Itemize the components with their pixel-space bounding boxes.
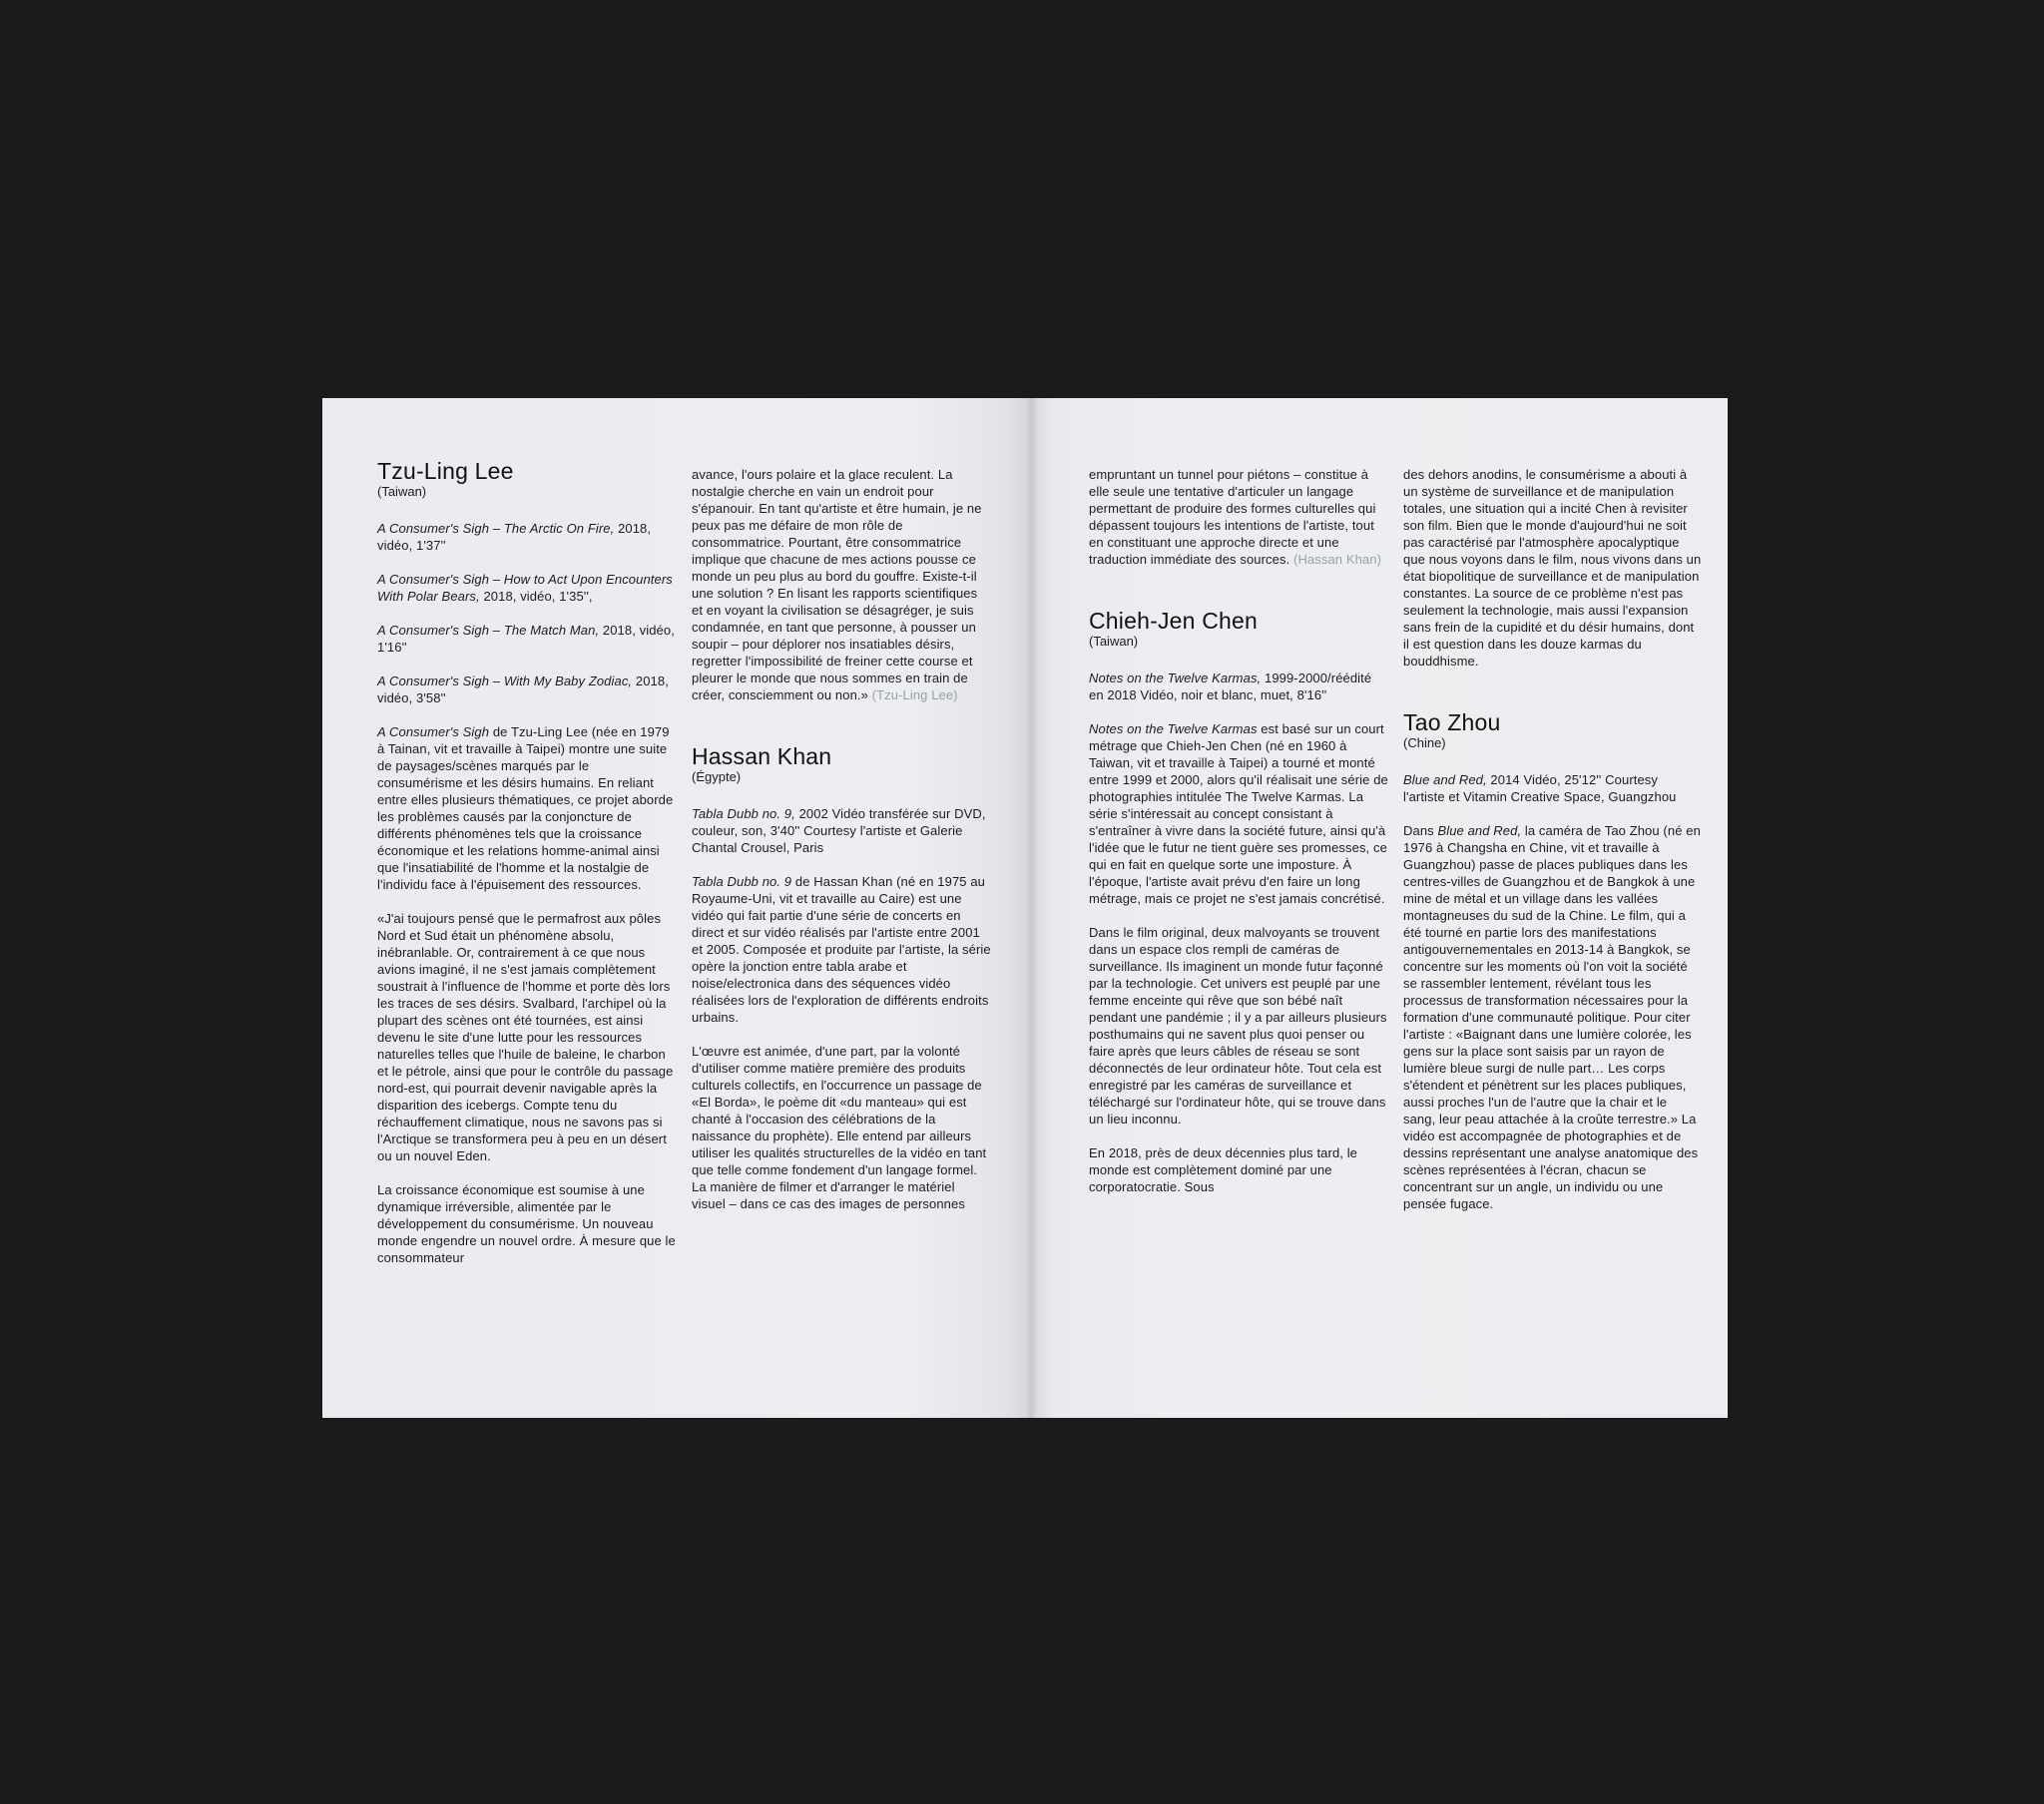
artist-tao-zhou <box>1403 709 1703 1212</box>
work-entry: A Consumer's Sigh – The Arctic On Fire, 2018, vidéo, 1'37'' <box>377 521 652 553</box>
column-2 <box>692 466 991 1229</box>
work-entry: A Consumer's Sigh – How to Act Upon Encounters With Polar Bears, 2018, vidéo, 1'35'', <box>377 572 673 604</box>
book-gutter <box>1026 398 1038 1418</box>
artist-tzu-ling-lee <box>377 458 677 1266</box>
quote-credit: (Tzu-Ling Lee) <box>871 687 958 702</box>
body-paragraph: Dans le film original, deux malvoyants se trouvent dans un espace clos rempli de caméras de surveillance. Ils imaginent un monde futur façonné par la technologie. Cet univers est peuplé par une femme enceinte qui rêve que son bébé naît pendant une pandémie ; il y a par ailleurs plusieurs posthumains qui ne savent plus quoi penser ou faire après que leurs câbles de réseau se sont déconnectés de leur ordinateur hôte. Tout cela est enregistré par les caméras de surveillance et téléchargé sur l'ordinateur hôte, qui se trouve dans un lieu inconnu. <box>1089 925 1387 1127</box>
column-1 <box>377 458 677 1283</box>
work-entry: Tabla Dubb no. 9, 2002 Vidéo transférée sur DVD, couleur, son, 3'40'' Courtesy l'artiste et Galerie Chantal Crousel, Paris <box>692 806 986 855</box>
booklet-spread <box>322 398 1728 1418</box>
artist-name: Hassan Khan <box>692 743 832 769</box>
body-paragraph: Notes on the Twelve Karmas est basé sur un court métrage que Chieh-Jen Chen (né en 1960 à Taiwan, vit et travaille à Taipei) a tourné et monté entre 1999 et 2000, alors qu'il réalisait une série de photographies intitulée The Twelve Karmas. La série s'intéressait au concept consistant à s'entraîner à vivre dans la société future, ainsi qu'à l'idée que le futur ne tient guère ses promesses, ce qui en fait en quelque sorte une imposture. À l'époque, l'artiste avait prévu d'en faire un long métrage, mais ce projet ne s'est jamais concrétisé. <box>1089 721 1388 906</box>
work-entry: A Consumer's Sigh – With My Baby Zodiac, 2018, vidéo, 3'58'' <box>377 674 669 705</box>
column-3 <box>1089 466 1388 1212</box>
body-paragraph: L'œuvre est animée, d'une part, par la volonté d'utiliser comme matière première des produits culturels collectifs, en l'occurrence un passage de «El Borda», le poème dit «du manteau» qui est chanté à l'occasion des célébrations de la naissance du prophète). Elle entend par ailleurs utiliser les qualités structurelles de la vidéo en tant que telle comme fondement d'un langage formel. La manière de filmer et d'arranger le matériel visuel – dans ce cas des images de personnes <box>692 1044 987 1211</box>
body-paragraph: avance, l'ours polaire et la glace reculent. La nostalgie cherche en vain un endroit pour s'épanouir. En tant qu'artiste et être humain, je ne peux pas me défaire de mon rôle de consommatrice. Pourtant, être consommatrice implique que chacune de mes actions pousse ce monde un peu plus au bord du gouffre. Existe-t-il une solution ? En lisant les rapports scientifiques et en voyant la civilisation se désagréger, je suis condamnée, en tant que personne, à pousser un soupir – pour déplorer nos insatiables désirs, regretter l'impossibilité de freiner cette course et pleurer le monde que nous sommes en train de créer, consciemment ou non.» (Tzu-Ling Lee) <box>692 467 982 702</box>
body-paragraph: Tabla Dubb no. 9 de Hassan Khan (né en 1975 au Royaume-Uni, vit et travaille au Caire) est une vidéo qui fait partie d'une série de concerts en direct et sur vidéo réalisés par l'artiste entre 2001 et 2005. Composée et produite par l'artiste, la série opère la jonction entre tabla arabe et noise/electronica dans des séquences vidéo réalisées lors de l'exploration de différents endroits urbains. <box>692 874 991 1025</box>
body-paragraph: A Consumer's Sigh de Tzu-Ling Lee (née en 1979 à Tainan, vit et travaille à Taipei) montre une suite de paysages/scènes marqués par le consumérisme et les désirs humains. En reliant entre elles plusieurs thématiques, ce projet aborde les problèmes causés par la conjoncture de différents phénomènes tels que la croissance économique et les relations homme-animal ainsi que l'insatiabilité de l'homme et la nostalgie de l'individu face à l'épuisement des ressources. <box>377 724 674 892</box>
body-paragraph: En 2018, près de deux décennies plus tard, le monde est complètement dominé par une corporatocratie. Sous <box>1089 1145 1358 1194</box>
artist-name: Tzu-Ling Lee <box>377 458 514 484</box>
body-paragraph: Dans Blue and Red, la caméra de Tao Zhou (né en 1976 à Changsha en Chine, vit et travaille à Guangzhou) passe de places publiques dans les centres-villes de Guangzhou et de Bangkok à une mine de métal et un village dans les vallées montagneuses du sud de la Chine. Le film, qui a été tourné en partie lors des manifestations antigouvernementales en 2013-14 à Bangkok, se concentre sur les moments où l'on voit la société se rassembler lentement, révélant tous les processus de transformation nécessaires pour la formation d'une communauté politique. Pour citer l'artiste : «Baignant dans une lumière colorée, les gens sur la place sont saisis par un rayon de lumière bleue surgi de nulle part… Les corps s'étendent et pénètrent sur les places publiques, aussi proches l'un de l'autre que la chair et le sang, leur peau attachée à la croûte terrestre.» La vidéo est accompagnée de photographies et de dessins représentant une analyse anatomique des scènes représentées à l'écran, chacun se concentrant sur un angle, un individu ou une pensée fugace. <box>1403 823 1701 1211</box>
quote-credit: (Hassan Khan) <box>1293 552 1382 567</box>
artist-country: (Taiwan) <box>1089 634 1139 649</box>
body-paragraph: des dehors anodins, le consumérisme a abouti à un système de surveillance et de manipulation totales, une situation qui a incité Chen à revisiter son film. Bien que le monde d'aujourd'hui ne soit pas caractérisé par l'atmosphère apocalyptique que nous voyons dans le film, nous vivons dans un état biopolitique de surveillance et de manipulation constantes. La source de ce problème n'est pas seulement la technologie, mais aussi l'expansion sans frein de la cupidité et du désir humains, dont il est question dans les douze karmas du bouddhisme. <box>1403 467 1702 669</box>
artist-country: (Égypte) <box>692 769 742 784</box>
body-paragraph: La croissance économique est soumise à une dynamique irréversible, alimentée par le développement du consumérisme. Un nouveau monde engendre un nouvel ordre. À mesure que le consommateur <box>377 1182 676 1265</box>
column-4 <box>1403 466 1703 1229</box>
work-entry: A Consumer's Sigh – The Match Man, 2018, vidéo, 1'16'' <box>377 623 675 655</box>
artist-country: (Chine) <box>1403 735 1446 750</box>
body-paragraph: empruntant un tunnel pour piétons – constitue à elle seule une tentative d'articuler un langage permettant de produire des formes culturelles qui dépassent toujours les intentions de l'artiste, tout en constituant une approche directe et une traduction immédiate des sources. (Hassan Khan) <box>1089 467 1382 567</box>
artist-hassan-khan <box>692 743 991 1212</box>
left-page <box>322 398 1032 1418</box>
artist-name: Chieh-Jen Chen <box>1089 608 1259 634</box>
work-entry: Notes on the Twelve Karmas, 1999-2000/réédité en 2018 Vidéo, noir et blanc, muet, 8'16'' <box>1089 671 1372 702</box>
artist-country: (Taiwan) <box>377 484 427 499</box>
artist-name: Tao Zhou <box>1403 709 1501 735</box>
artist-chieh-jen-chen <box>1089 608 1388 1195</box>
right-page <box>1032 398 1728 1418</box>
work-entry: Blue and Red, 2014 Vidéo, 25'12'' Courtesy l'artiste et Vitamin Creative Space, Guangzhou <box>1403 772 1677 804</box>
body-paragraph: «J'ai toujours pensé que le permafrost aux pôles Nord et Sud était un phénomène absolu, inébranlable. Or, contrairement à ce que nous avions imaginé, il ne s'est jamais complètement soustrait à l'influence de l'homme et porte dès lors les traces de ses désirs. Svalbard, l'archipel où la plupart des scènes ont été tournées, est ainsi devenu le site d'une lutte pour les ressources naturelles telles que l'huile de baleine, le charbon et le pétrole, ainsi que pour le contrôle du passage nord-est, qui pourrait devenir navigable après la disparition des icebergs. Compte tenu du réchauffement climatique, nous ne savons pas si l'Arctique se transformera peu à peu en un désert ou un nouvel Eden. <box>377 911 674 1163</box>
